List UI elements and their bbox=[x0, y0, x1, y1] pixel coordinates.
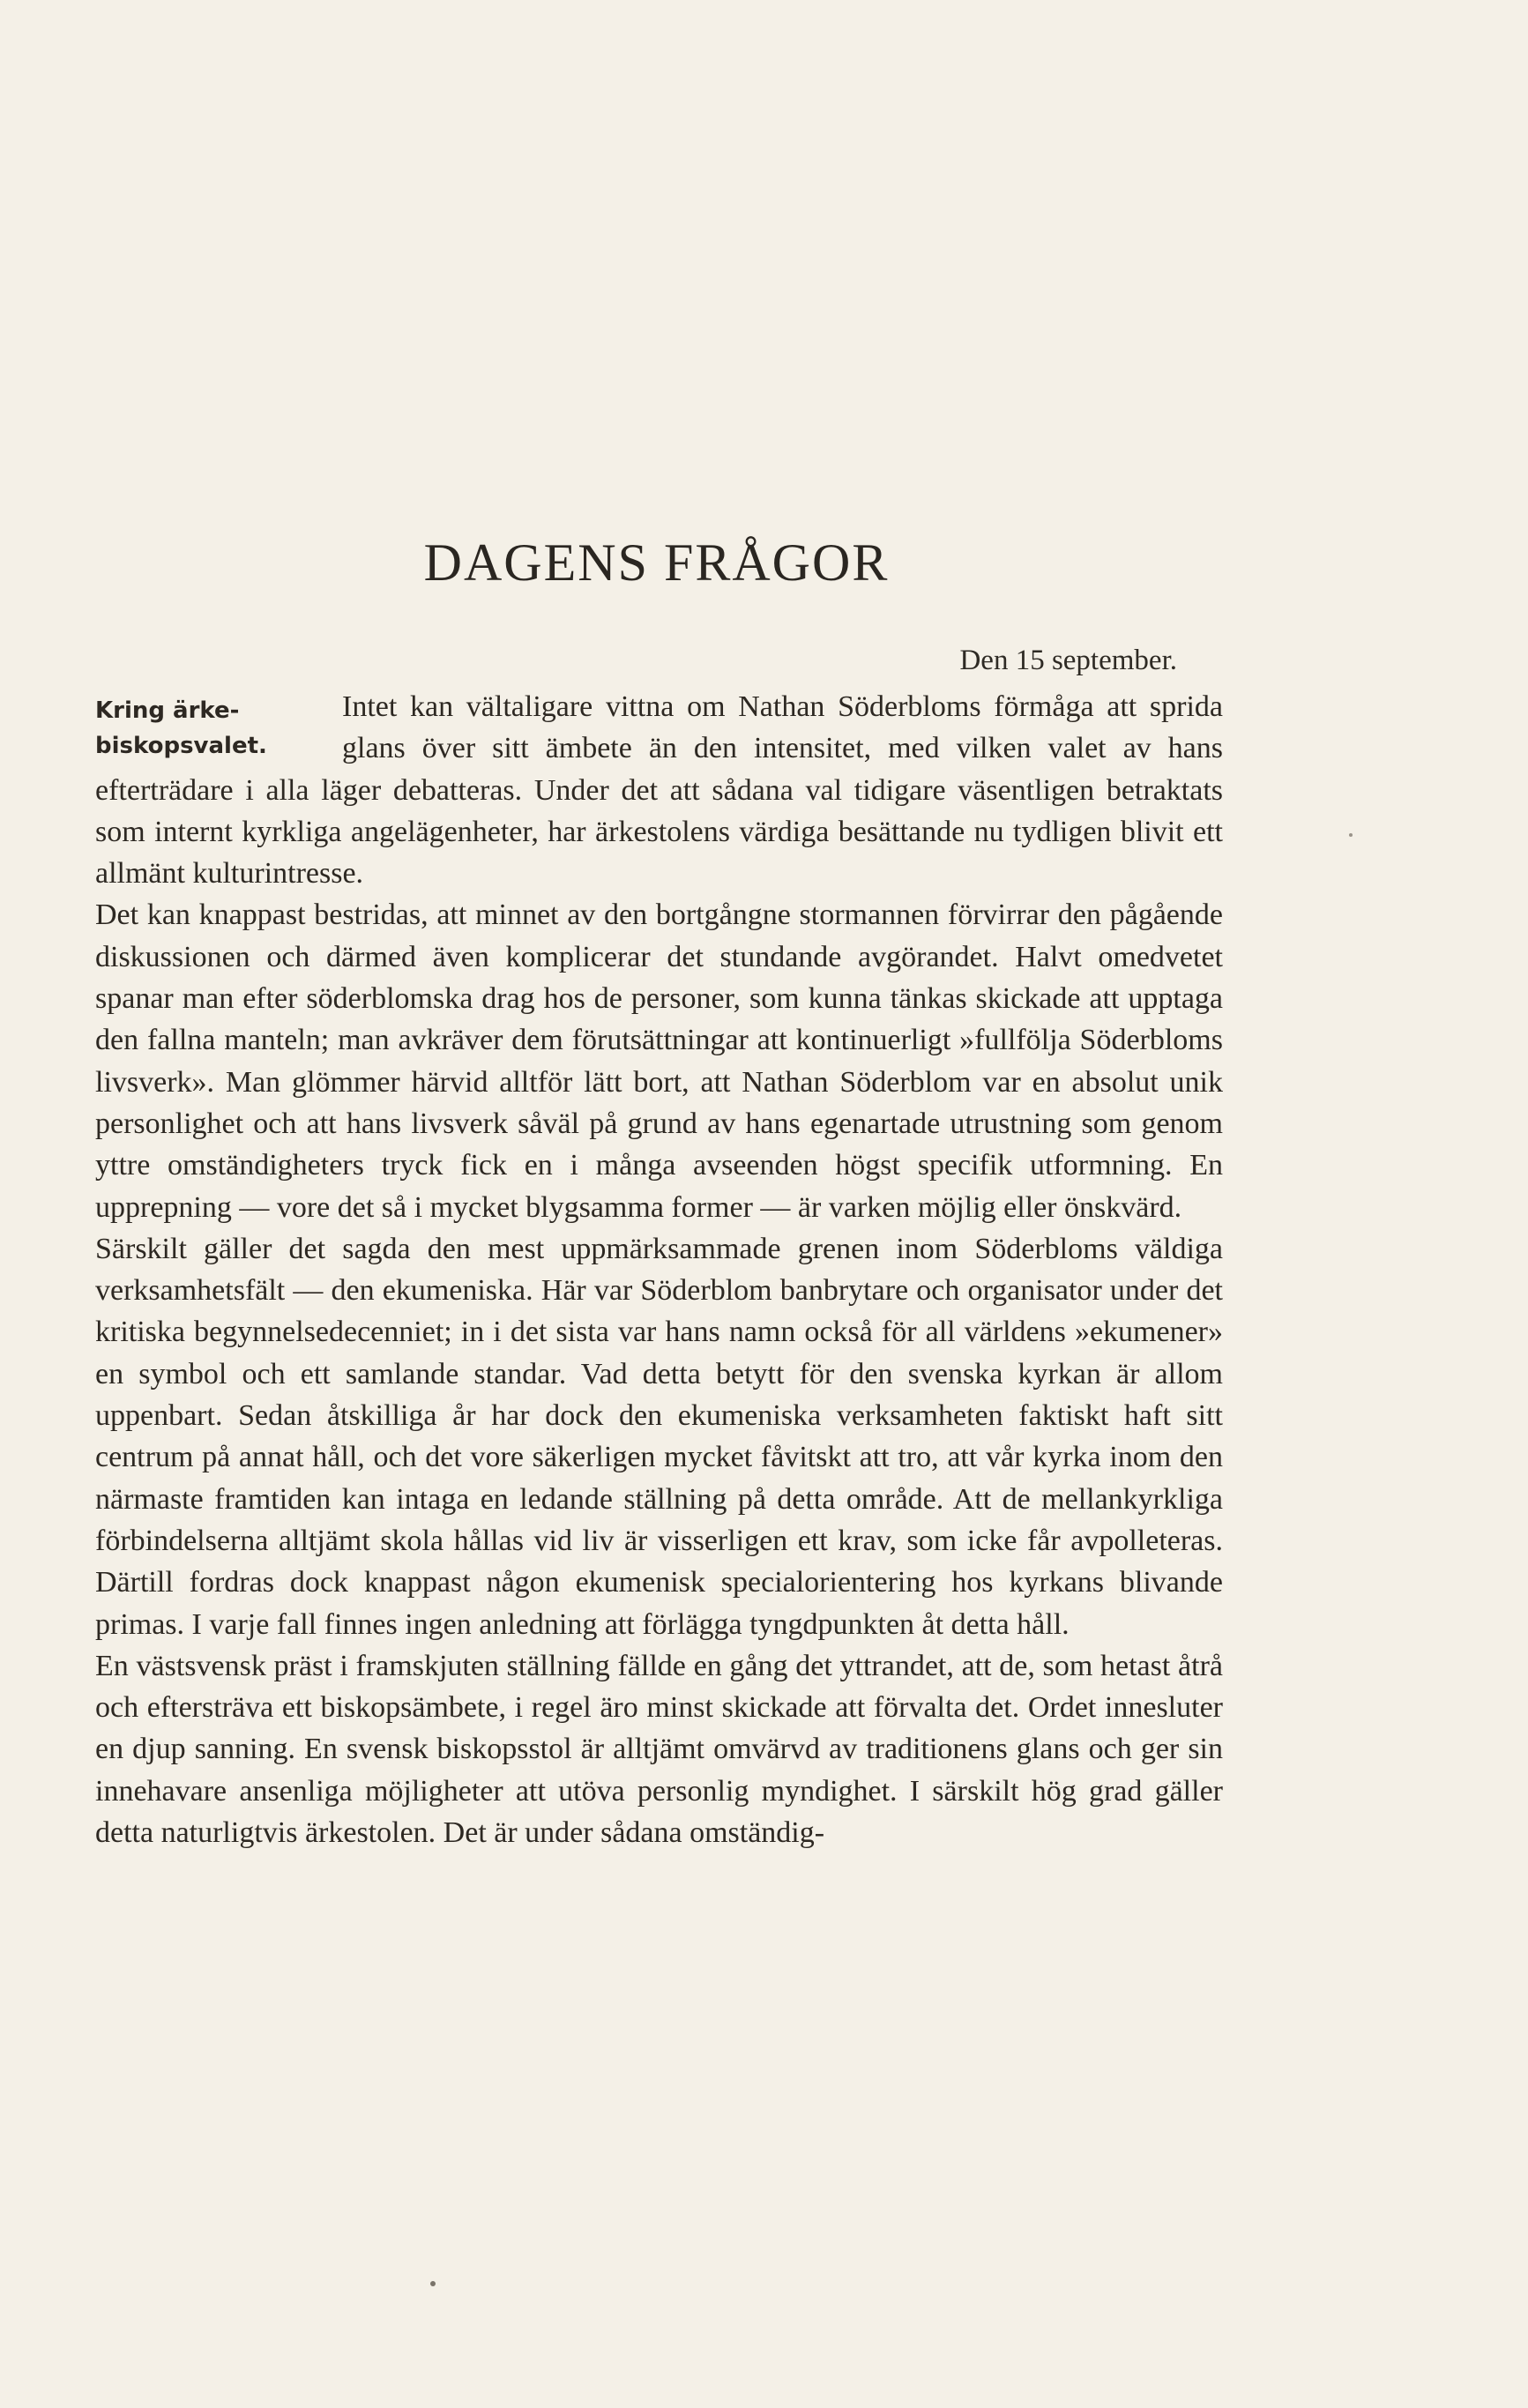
marginal-heading-line-1: Kring ärke- bbox=[95, 697, 240, 724]
ink-dot bbox=[430, 2281, 436, 2286]
paragraph-4: En västsvensk präst i framskjuten ställning fällde en gång det yttrandet, att de, som hetast åtrå och eftersträva ett biskopsämbete, i regel äro minst skickade att förvalta det. Ordet innesluter en djup sanning. En svensk biskopsstol är alltjämt omvärvd av traditionens glans och ger sin innehavare ansenliga möjligheter att utöva personlig myndighet. I särskilt hög grad gäller detta naturligtvis ärkestolen. Det är under sådana omständig- bbox=[95, 1649, 1223, 1850]
paragraph-2: Det kan knappast bestridas, att minnet av den bortgångne stormannen förvirrar den pågående diskussionen och därmed även komplicerar det stundande avgörandet. Halvt omedvetet spanar man efter söderblomska drag hos de personer, som kunna tänkas skickade att upptaga den fallna manteln; man avkräver dem förutsättningar att kontinuerligt »fullfölja Söderbloms livsverk». Man glömmer härvid alltför lätt bort, att Nathan Söderblom var en absolut unik personlighet och att hans livsverk såväl på grund av hans egenartade utrustning som genom yttre omständigheters tryck fick en i många avseenden högst specifik utformning. En upprepning — vore det så i mycket blygsamma former — är varken möjlig eller önskvärd. bbox=[95, 898, 1223, 1224]
paragraph-3: Särskilt gäller det sagda den mest uppmärksammade grenen inom Söderbloms väldiga verksamhetsfält — den ekumeniska. Här var Söderblom banbrytare och organisator under det kritiska begynnelsedecenniet; in i det sista var hans namn också för all världens »ekumener» en symbol och ett samlande standar. Vad detta betytt för den svenska kyrkan är allom uppenbart. Sedan åtskilliga år har dock den ekumeniska verksamheten faktiskt haft sitt centrum på annat håll, och det vore säkerligen mycket fåvitskt att tro, att vår kyrka inom den närmaste framtiden kan intaga en ledande ställning på detta område. Att de mellankyrkliga förbindelserna alltjämt skola hållas vid liv är visserligen ett krav, som icke får avpolleteras. Därtill fordras dock knappast någon ekumenisk specialorientering hos kyrkans blivande primas. I varje fall finnes ingen anledning att förlägga tyngdpunkten åt detta håll. bbox=[95, 1232, 1223, 1641]
article-body bbox=[95, 686, 1223, 1853]
marginal-heading bbox=[95, 693, 342, 764]
stray-ink-mark bbox=[1349, 833, 1353, 837]
paragraph-1: Intet kan vältaligare vittna om Nathan Söderbloms förmåga att sprida glans över sitt ämbete än den intensitet, med vilken valet av hans efterträdare i alla läger debatteras. Under det att sådana val tidigare väsentligen betraktats som internt kyrkliga angelägenheter, har ärkestolens värdiga besättande nu tydligen blivit ett allmänt kulturintresse. bbox=[95, 690, 1223, 891]
page-title: DAGENS FRÅGOR bbox=[423, 533, 890, 592]
dateline: Den 15 september. bbox=[959, 645, 1177, 676]
marginal-heading-line-2: biskopsvalet. bbox=[95, 733, 267, 759]
